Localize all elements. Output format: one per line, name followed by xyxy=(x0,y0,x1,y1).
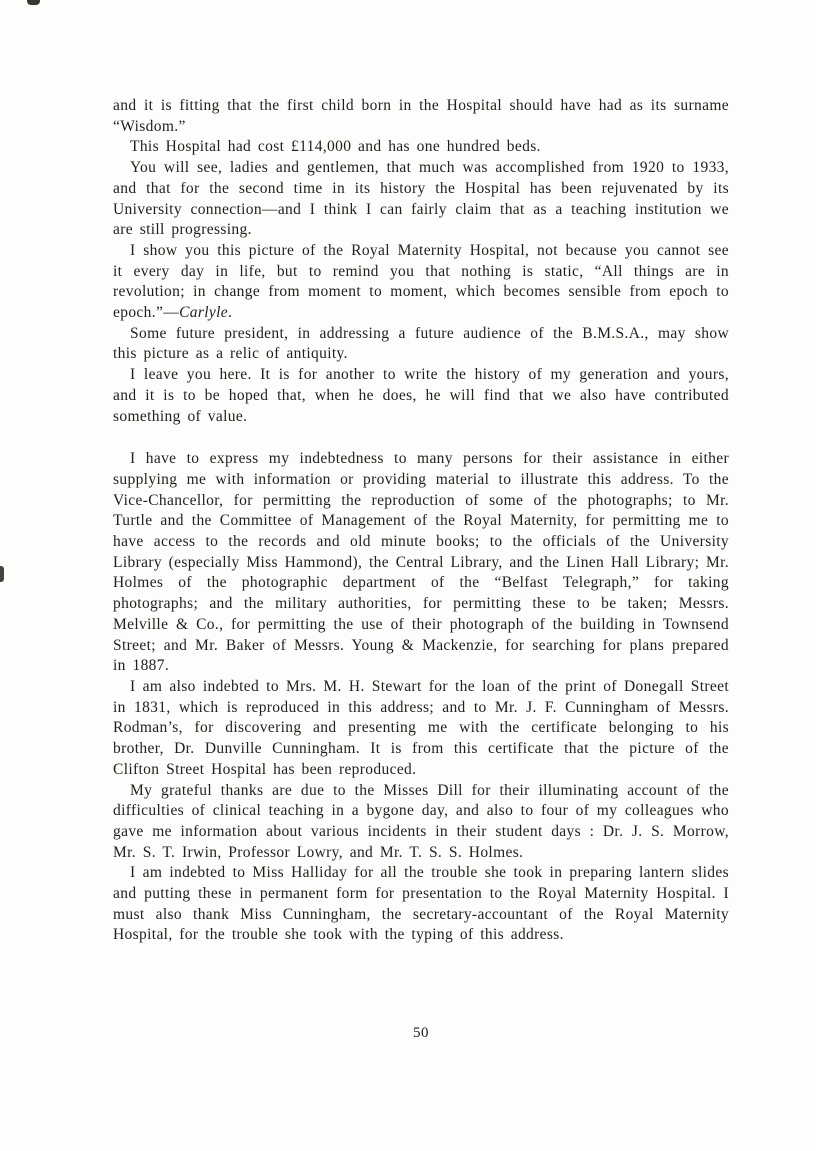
quote-text: I show you this picture of the Royal Maternity Hospital, not because you cannot see it every day in life, but to remind you that nothing is static, “All things are in revolution; in change from moment to moment, which becomes sensible from epoch to epoch.”— xyxy=(113,241,729,322)
paragraph-acknowledgements-2: I am also indebted to Mrs. M. H. Stewart for the loan of the print of Donegall Street in 1831, which is reproduced in this address; and to Mr. J. F. Cunningham of Messrs. Rodman’s, for discovering and presenting me with the certificate belonging to his brother, Dr. Dunville Cunningham. It is from this certificate that the picture of the Clifton Street Hospital has been reproduced. xyxy=(113,677,729,778)
scan-artifact-top xyxy=(27,0,40,5)
paragraph-acknowledgements-1: I have to express my indebtedness to many persons for their assistance in either supplying me with information or providing material to illustrate this address. To the Vice-Chancellor, for permitting the reproduction of some of the photographs; to Mr. Turtle and the Committee of Management of the Royal Maternity, for permitting me to have access to the records and old minute books; to the officials of the University Library (especially Miss Hammond), the Central Library, and the Linen Hall Library; Mr. Holmes of the photographic department of the “Belfast Telegraph,” for taking photographs; and the military authorities, for permitting these to be taken; Messrs. Melville & Co., for permitting the use of their photograph of the building in Townsend Street; and Mr. Baker of Messrs. Young & Mackenzie, for searching for plans prepared in 1887. xyxy=(113,450,729,675)
text-block xyxy=(113,96,729,946)
paragraph-acknowledgements-3: My grateful thanks are due to the Misses Dill for their illuminating account of the difficulties of clinical teaching in a bygone day, and also to four of my colleagues who gave me information about various incidents in their student days : Dr. J. S. Morrow, Mr. S. T. Irwin, Professor Lowry, and Mr. T. S. S. Holmes. xyxy=(113,781,729,861)
paragraph-carlyle-quote xyxy=(113,241,729,324)
quote-tail: . xyxy=(228,304,233,322)
section-break xyxy=(113,427,729,449)
paragraph-accomplishments: You will see, ladies and gentlemen, that much was accomplished from 1920 to 1933, and that for the second time in its history the Hospital has been rejuvenated by its University connection—and I think I can fairly claim that as a teaching institution we are still progressing. xyxy=(113,159,729,239)
paragraph-future-president: Some future president, in addressing a future audience of the B.M.S.A., may show this picture as a relic of antiquity. xyxy=(113,324,729,363)
citation-author: Carlyle xyxy=(179,304,229,322)
paragraph-acknowledgements-4: I am indebted to Miss Halliday for all the trouble she took in preparing lantern slides and putting these in permanent form for presentation to the Royal Maternity Hospital. I must also thank Miss Cunningham, the secretary-accountant of the Royal Maternity Hospital, for the trouble she took with the typing of this address. xyxy=(113,864,729,944)
paragraph-farewell: I leave you here. It is for another to write the history of my generation and yours, and it is to be hoped that, when he does, he will find that we also have contributed something of value. xyxy=(113,366,729,425)
paragraph-hospital-cost: This Hospital had cost £114,000 and has one hundred beds. xyxy=(130,138,541,156)
paragraph-continuation: and it is fitting that the first child born in the Hospital should have had as its surname “Wisdom.” xyxy=(113,97,729,135)
scan-artifact-left-edge xyxy=(0,566,4,582)
page-number: 50 xyxy=(413,1025,429,1041)
